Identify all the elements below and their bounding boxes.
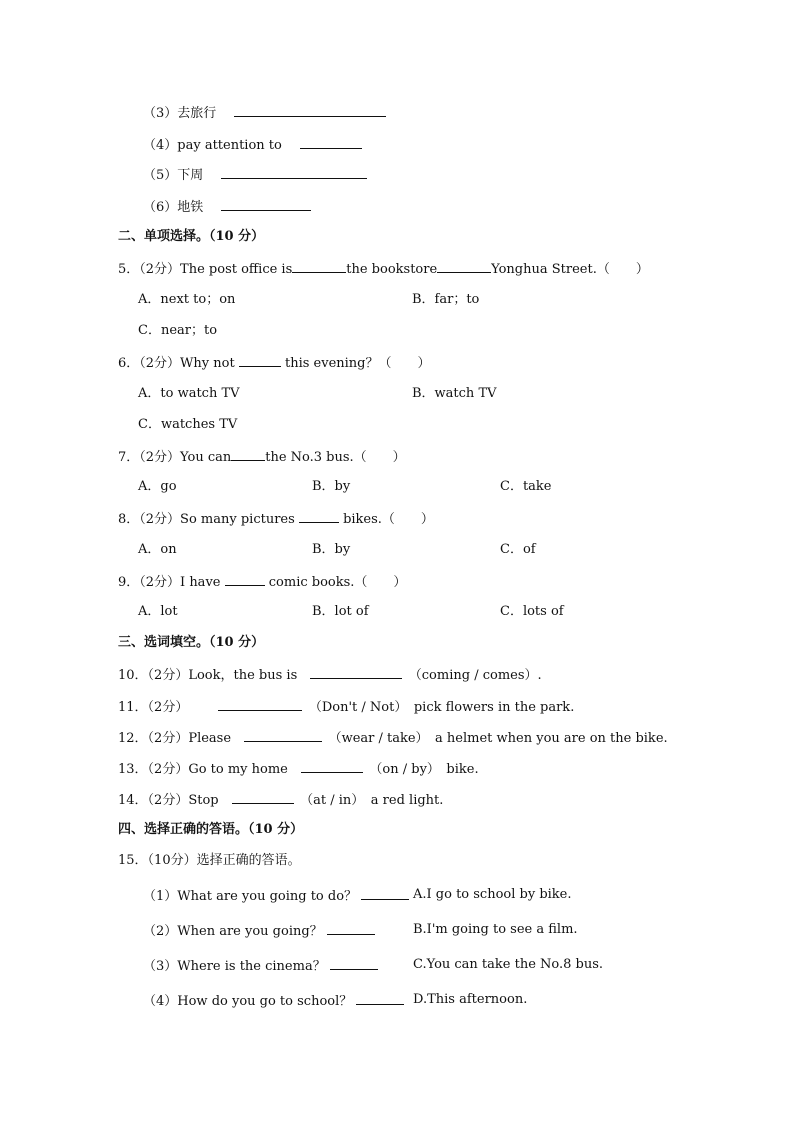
option-a[interactable]: A．on: [138, 542, 177, 557]
question-text: Why not: [180, 356, 235, 371]
match-question: [143, 922, 375, 940]
answer-blank[interactable]: [234, 104, 386, 117]
option-b[interactable]: B．lot of: [312, 604, 369, 619]
question-number: 10．（2分）: [118, 668, 189, 683]
question-text: I have: [180, 575, 221, 590]
answer-blank[interactable]: [356, 992, 404, 1005]
option-c[interactable]: C．lots of: [500, 604, 564, 619]
question-7: [118, 448, 406, 466]
question-text: （4）How do you go to school？: [143, 994, 353, 1009]
match-question: [143, 887, 409, 905]
question-15: 15．（10分）选择正确的答语。: [118, 853, 301, 868]
vocab-label: （5）下周: [143, 168, 204, 183]
question-number: 9．（2分）: [118, 575, 181, 590]
answer-blank[interactable]: [239, 354, 281, 367]
question-number: 8．（2分）: [118, 512, 181, 527]
option-a[interactable]: A．go: [138, 479, 177, 494]
option-c[interactable]: C．watches TV: [138, 417, 238, 432]
question-text: （1）What are you going to do？: [143, 889, 358, 904]
vocab-label: （6）地铁: [143, 200, 204, 215]
question-text: Look，the bus is: [188, 668, 298, 683]
section-heading: 四、选择正确的答语。（10 分）: [118, 822, 304, 837]
match-answer: B.I'm going to see a film.: [413, 922, 578, 937]
option-b[interactable]: B．by: [312, 542, 351, 557]
question-9: [118, 573, 406, 591]
section-heading: 三、选词填空。（10 分）: [118, 635, 265, 650]
vocab-item: [143, 198, 311, 216]
answer-blank[interactable]: [292, 260, 346, 273]
match-answer: C.You can take the No.8 bus.: [413, 957, 604, 972]
question-12: [118, 729, 668, 747]
question-5: [118, 260, 649, 278]
answer-blank[interactable]: [437, 260, 491, 273]
question-text: Go to my home: [188, 762, 288, 777]
question-number: 13．（2分）: [118, 762, 189, 777]
question-text: （on / by） bike.: [375, 762, 479, 777]
question-text: Stop: [188, 793, 219, 808]
question-number: 14．（2分）: [118, 793, 189, 808]
question-8: [118, 510, 434, 528]
question-text: The post office is: [180, 262, 293, 277]
question-text: （at / in） a red light.: [306, 793, 444, 808]
answer-blank[interactable]: [221, 166, 367, 179]
answer-blank[interactable]: [361, 887, 409, 900]
question-text: （wear / take） a helmet when you are on the bike.: [335, 731, 668, 746]
question-text: bikes.（ ）: [343, 512, 434, 527]
option-a[interactable]: A．to watch TV: [138, 386, 240, 401]
question-number: 11．（2分）: [118, 700, 189, 715]
answer-blank[interactable]: [300, 136, 362, 149]
question-text: You can: [180, 450, 232, 465]
question-text: the bookstore: [346, 262, 438, 277]
question-text: comic books.（ ）: [268, 575, 407, 590]
answer-blank[interactable]: [244, 729, 322, 742]
answer-blank[interactable]: [301, 760, 363, 773]
match-question: [143, 992, 404, 1010]
answer-blank[interactable]: [310, 666, 402, 679]
option-c[interactable]: C．take: [500, 479, 552, 494]
answer-blank[interactable]: [299, 510, 339, 523]
vocab-label: （4）pay attention to: [143, 138, 282, 153]
answer-blank[interactable]: [218, 698, 302, 711]
section-heading: 二、单项选择。（10 分）: [118, 229, 265, 244]
question-text: Please: [188, 731, 232, 746]
question-text: （Don't / Not） pick flowers in the park.: [315, 700, 575, 715]
option-c[interactable]: C．of: [500, 542, 536, 557]
question-number: 7．（2分）: [118, 450, 181, 465]
question-text: （3）Where is the cinema？: [143, 959, 326, 974]
match-question: [143, 957, 378, 975]
match-answer: A.I go to school by bike.: [413, 887, 572, 902]
vocab-item: [143, 136, 362, 154]
answer-blank[interactable]: [327, 922, 375, 935]
question-10: [118, 666, 542, 684]
question-text: So many pictures: [180, 512, 295, 527]
question-text: this evening？（ ）: [284, 356, 431, 371]
match-answer: D.This afternoon.: [413, 992, 528, 1007]
option-b[interactable]: B．far；to: [412, 292, 480, 307]
question-number: 12．（2分）: [118, 731, 189, 746]
question-14: [118, 791, 443, 809]
answer-blank[interactable]: [330, 957, 378, 970]
question-text: the No.3 bus.（ ）: [265, 450, 406, 465]
question-text: Yonghua Street.（ ）: [491, 262, 649, 277]
question-number: 6．（2分）: [118, 356, 181, 371]
option-a[interactable]: A．next to；on: [138, 292, 236, 307]
option-c[interactable]: C．near；to: [138, 323, 218, 338]
vocab-item: [143, 166, 367, 184]
answer-blank[interactable]: [231, 448, 265, 461]
question-text: （coming / comes）.: [415, 668, 542, 683]
option-b[interactable]: B．watch TV: [412, 386, 497, 401]
vocab-label: （3）去旅行: [143, 106, 217, 121]
option-b[interactable]: B．by: [312, 479, 351, 494]
question-text: （2）When are you going？: [143, 924, 323, 939]
answer-blank[interactable]: [232, 791, 294, 804]
option-a[interactable]: A．lot: [138, 604, 178, 619]
answer-blank[interactable]: [225, 573, 265, 586]
question-11: [118, 698, 574, 716]
vocab-item: [143, 104, 386, 122]
question-13: [118, 760, 479, 778]
answer-blank[interactable]: [221, 198, 311, 211]
question-number: 5．（2分）: [118, 262, 181, 277]
question-6: [118, 354, 430, 372]
